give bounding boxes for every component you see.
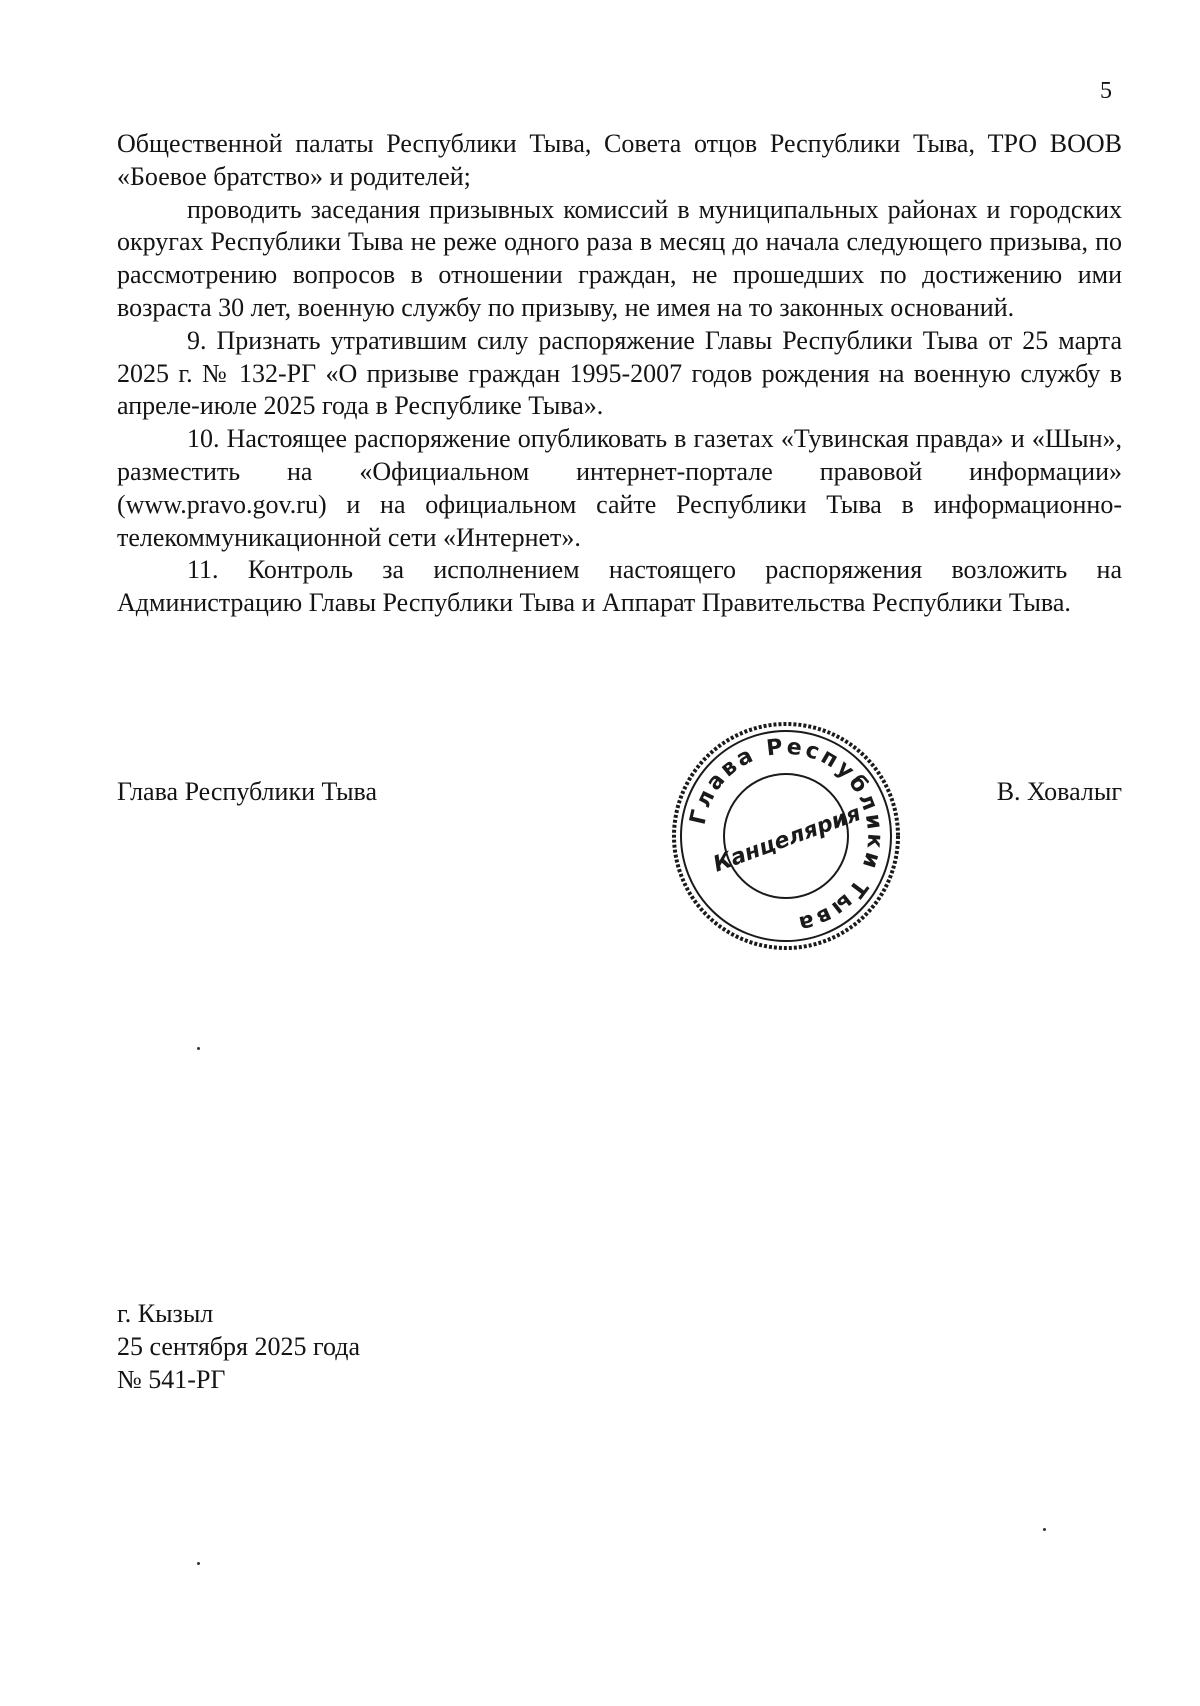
scan-speck	[197, 1047, 200, 1050]
seal-center-lettering: Канцелярия	[710, 801, 865, 878]
official-seal-stamp	[668, 718, 904, 954]
document-footer	[117, 1297, 360, 1396]
scan-speck	[1043, 1528, 1046, 1531]
paragraph-continuation: Общественной палаты Республики Тыва, Совета отцов Республики Тыва, ТРО ВООВ «Боевое братство» и родителей;	[117, 129, 1122, 191]
paragraph-item-10: 10. Настоящее распоряжение опубликовать в газетах «Тувинская правда» и «Шын», разместить на «Официальном интернет-портале правовой информации» (www.pravo.gov.ru) и на официальном сайте Республики Тыва в информационно-телекоммуникационной сети «Интернет».	[117, 424, 1122, 552]
scan-speck	[197, 1562, 200, 1565]
seal-outer-lettering: Глава Республики Тыва	[685, 734, 888, 937]
document-body	[117, 128, 1122, 620]
issue-city: г. Кызыл	[117, 1299, 214, 1328]
page-number: 5	[1100, 78, 1112, 104]
signatory-position: Глава Республики Тыва	[117, 777, 378, 806]
paragraph-commissions: проводить заседания призывных комиссий в муниципальных районах и городских округах Республики Тыва не реже одного раза в месяц до начала следующего призыва, по рассмотрению вопросов в отношении граждан, не прошедших по достижению ими возраста 30 лет, военную службу по призыву, не имея на то законных оснований.	[117, 194, 1122, 322]
signatory-name: В. Ховалыг	[996, 777, 1122, 806]
document-number: № 541-РГ	[117, 1365, 226, 1394]
paragraph-item-9: 9. Признать утратившим силу распоряжение Главы Республики Тыва от 25 марта 2025 г. № 132-РГ «О призыве граждан 1995-2007 годов рождения на военную службу в апреле-июле 2025 года в Республике Тыва».	[117, 325, 1122, 421]
paragraph-item-11: 11. Контроль за исполнением настоящего распоряжения возложить на Администрацию Главы Республики Тыва и Аппарат Правительства Республики Тыва.	[117, 555, 1122, 618]
issue-date: 25 сентября 2025 года	[117, 1332, 361, 1361]
